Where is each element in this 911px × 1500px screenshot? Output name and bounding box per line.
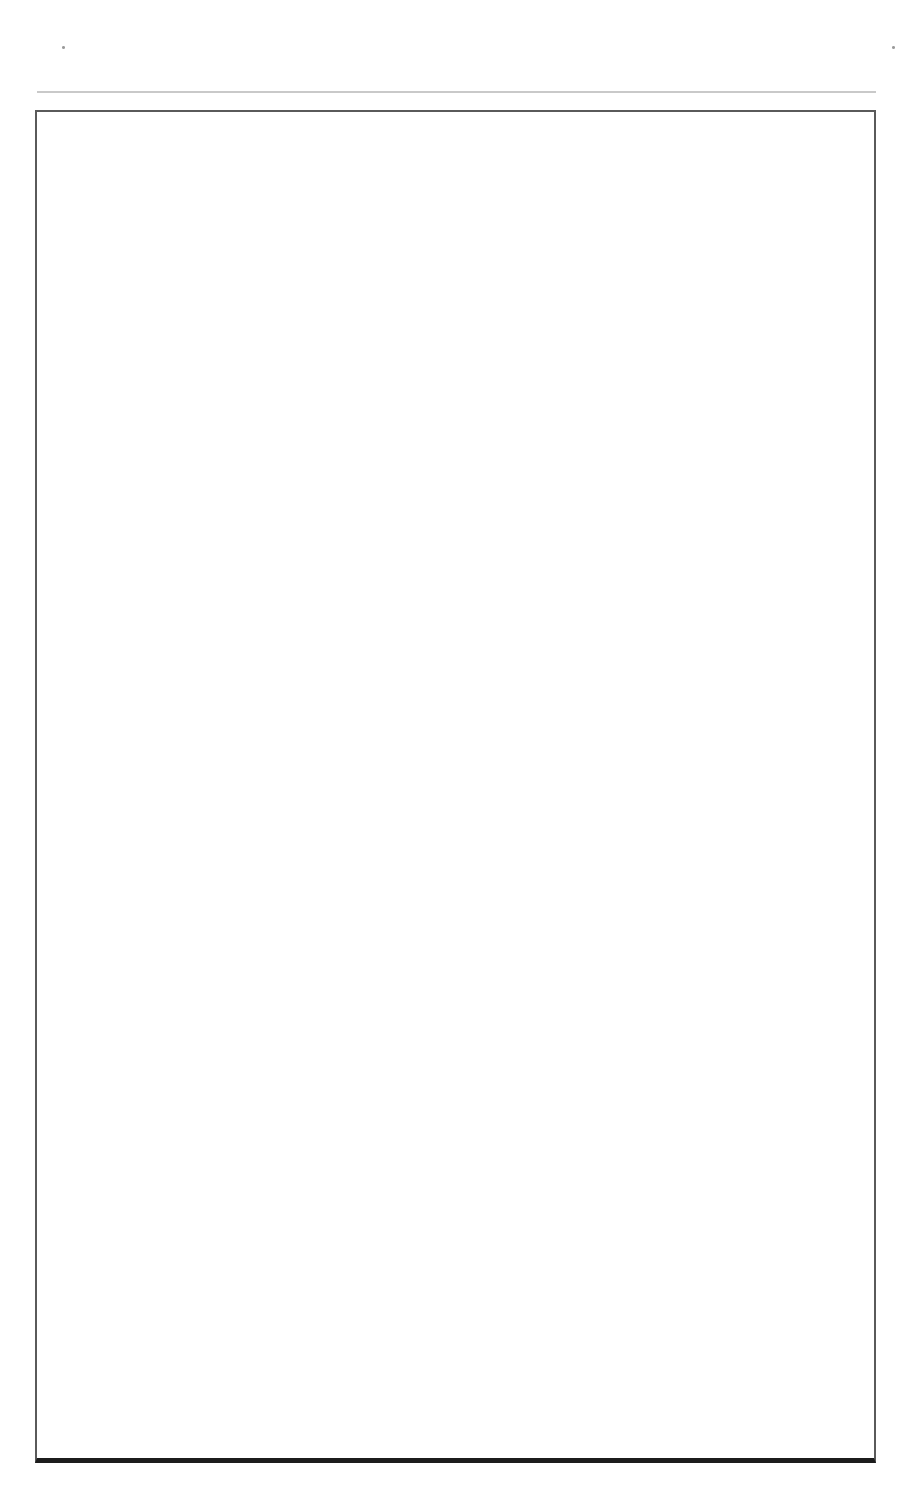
menu-border-box <box>35 110 876 1463</box>
menu-content <box>37 112 874 172</box>
menu-title-wrap <box>0 57 911 75</box>
crop-mark <box>62 46 65 49</box>
header-divider <box>37 91 876 93</box>
crop-mark <box>892 46 895 49</box>
